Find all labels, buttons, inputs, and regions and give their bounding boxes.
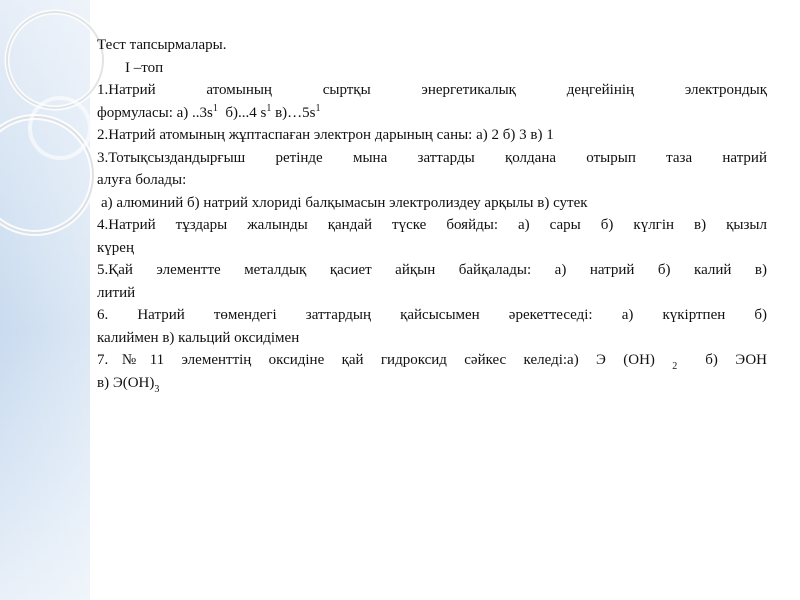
- question-5-line-2: литий: [97, 284, 136, 301]
- question-6-line-2: калиймен в) кальций оксидімен: [97, 329, 300, 346]
- question-1-line-1: 1.Натрий атомының сыртқы энергетикалық деңгейінің электрондық: [97, 82, 767, 98]
- question-7-line-2: в) $Э(ОН)_3$: [97, 374, 160, 395]
- group-label: І –топ: [125, 59, 164, 76]
- question-4-line-2: күрең: [97, 239, 134, 256]
- question-4-line-1: 4.Натрий тұздары жалынды қандай түске бояйды: а) сары б) күлгін в) қызыл: [97, 217, 767, 233]
- question-5-line-1: 5.Қай элементте металдық қасиет айқын байқалады: а) натрий б) калий в): [97, 262, 767, 278]
- decorative-rings: [0, 0, 110, 260]
- question-3-line-3: а) алюминий б) натрий хлориді балқымасын электролиздеу арқылы в) сутек: [101, 194, 588, 211]
- question-3-line-2: алуға болады:: [97, 172, 187, 188]
- question-6-line-1: 6. Натрий төмендегі заттардың қайсысымен әрекеттеседі: а) күкіртпен б): [97, 307, 767, 323]
- test-content: [97, 34, 767, 394]
- question-7-line-1: 7.№11 элементтің оксидіне қай гидроксид сәйкес келеді:а) Э (ОН) $_2$ б) ЭОН: [97, 352, 767, 372]
- question-3-line-1: 3.Тотықсыздандырғыш ретінде мына заттарды қолдана отырып таза натрий: [97, 149, 767, 166]
- question-1-line-2: формуласы: а) $..3s^1$ б)...4 $s^1$ $в)\dots 5s^1$: [97, 102, 321, 121]
- question-2: 2.Натрий атомының жұптаспаған электрон дарының саны: а) 2 б) 3 в) 1: [97, 127, 554, 143]
- test-title: Тест тапсырмалары.: [97, 37, 227, 53]
